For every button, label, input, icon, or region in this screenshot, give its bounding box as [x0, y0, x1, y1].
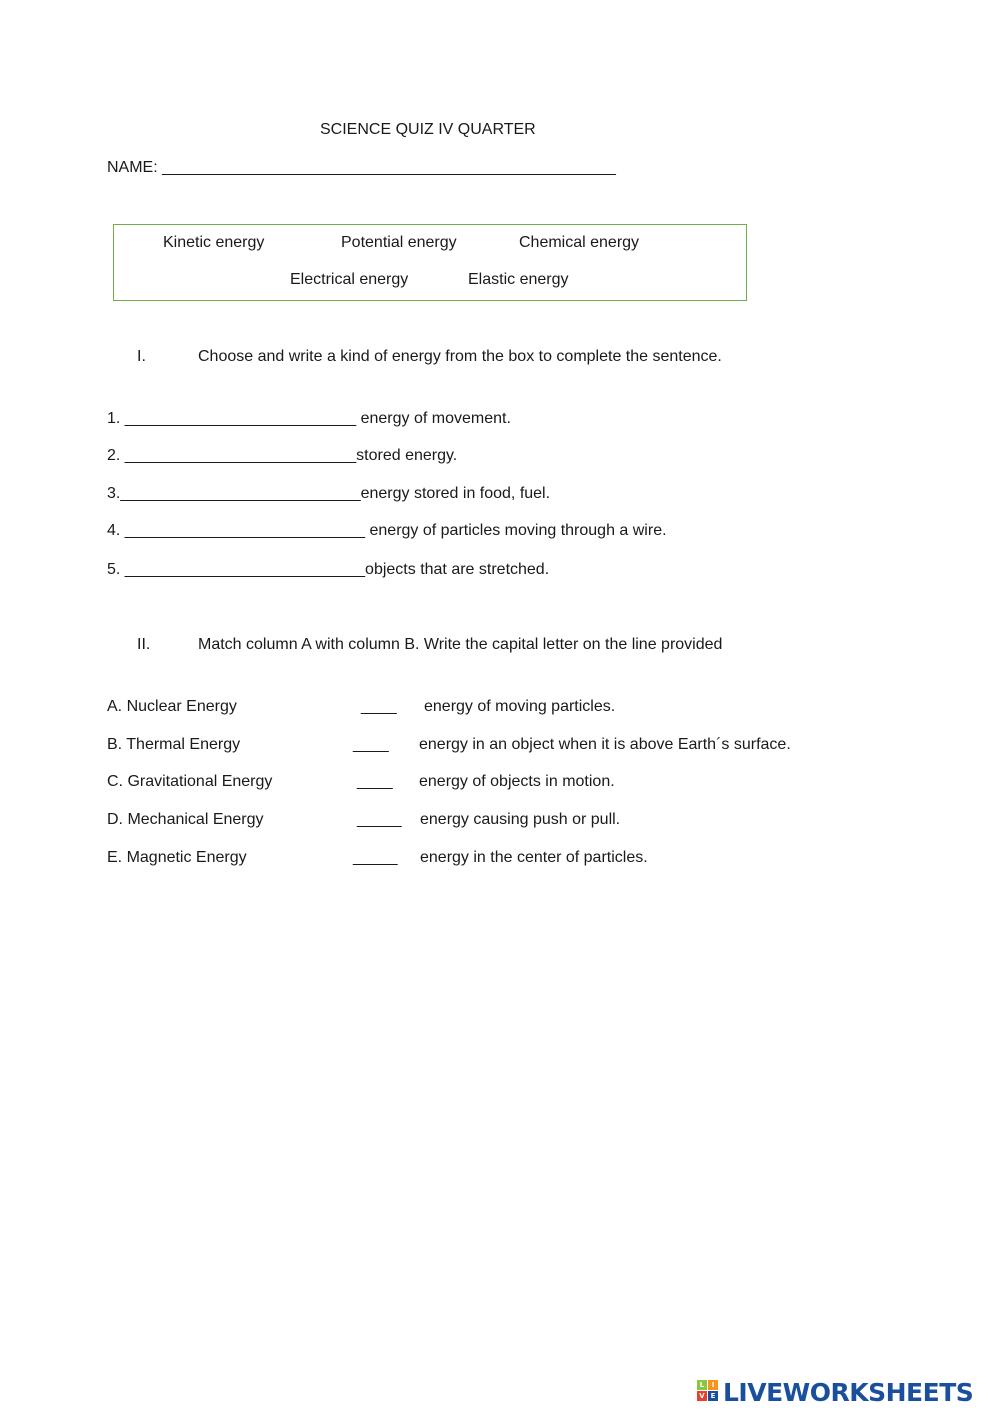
fill-blank-item[interactable]: 2. __________________________stored energy.: [107, 447, 458, 464]
match-answer-blank[interactable]: _____: [357, 811, 402, 828]
logo-cube-icon: L: [697, 1380, 707, 1390]
word-bank-box: [113, 224, 747, 301]
section-1-instruction: Choose and write a kind of energy from the box to complete the sentence.: [198, 348, 722, 365]
fill-blank-item[interactable]: 4. ___________________________ energy of particles moving through a wire.: [107, 522, 667, 539]
column-b-item: energy causing push or pull.: [420, 811, 621, 828]
name-field-line[interactable]: NAME: ___________________________________________________: [107, 159, 616, 176]
column-a-item: D. Mechanical Energy: [107, 811, 264, 828]
logo-cube-icon: V: [697, 1391, 707, 1401]
section-1-numeral: I.: [137, 348, 146, 365]
word-bank-item: Elastic energy: [468, 271, 569, 288]
column-b-item: energy in an object when it is above Earth´s surface.: [419, 736, 791, 753]
fill-blank-item[interactable]: 3.___________________________energy stored in food, fuel.: [107, 485, 551, 502]
word-bank-item: Chemical energy: [519, 234, 640, 251]
section-2-instruction: Match column A with column B. Write the capital letter on the line provided: [198, 636, 723, 653]
column-a-item: E. Magnetic Energy: [107, 849, 247, 866]
word-bank-item: Electrical energy: [290, 271, 409, 288]
fill-blank-item[interactable]: 5. ___________________________objects that are stretched.: [107, 561, 550, 578]
logo-cube-icon: I: [708, 1380, 718, 1390]
page-title: SCIENCE QUIZ IV QUARTER: [320, 121, 536, 138]
column-b-item: energy of moving particles.: [424, 698, 616, 715]
fill-blank-item[interactable]: 1. __________________________ energy of movement.: [107, 410, 511, 427]
column-a-item: B. Thermal Energy: [107, 736, 241, 753]
match-answer-blank[interactable]: ____: [353, 736, 389, 753]
section-2-numeral: II.: [137, 636, 151, 653]
match-answer-blank[interactable]: ____: [357, 773, 393, 790]
column-a-item: C. Gravitational Energy: [107, 773, 273, 790]
word-bank-item: Kinetic energy: [163, 234, 265, 251]
match-answer-blank[interactable]: ____: [361, 698, 397, 715]
column-b-item: energy of objects in motion.: [419, 773, 615, 790]
column-a-item: A. Nuclear Energy: [107, 698, 237, 715]
logo-text: LIVEWORKSHEETS: [723, 1378, 974, 1407]
match-answer-blank[interactable]: _____: [353, 849, 398, 866]
liveworksheets-logo: [697, 1378, 993, 1408]
word-bank-item: Potential energy: [341, 234, 457, 251]
column-b-item: energy in the center of particles.: [420, 849, 648, 866]
logo-cube-icon: E: [708, 1391, 718, 1401]
